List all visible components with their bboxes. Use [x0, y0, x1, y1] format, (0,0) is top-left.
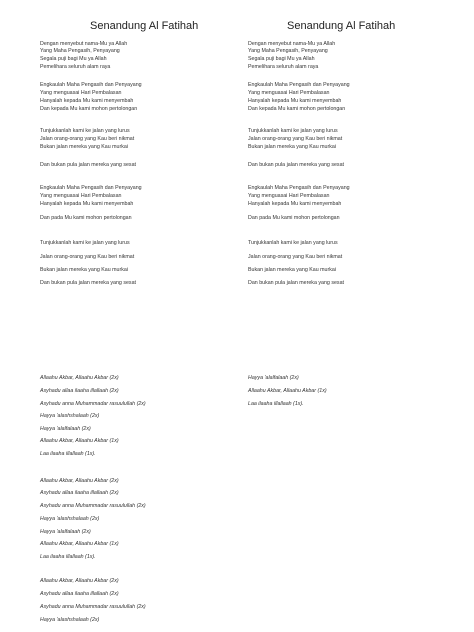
lyric-line: Engkaulah Maha Pengasih dan Penyayang	[40, 82, 142, 88]
lyric-line: Dan bukan pula jalan mereka yang sesat	[40, 162, 136, 168]
adzan-line: Allaahu Akbar, Allaahu Akbar (1x)	[40, 438, 119, 444]
adzan-line: Allaahu Akbar, Allaahu Akbar (2x)	[40, 375, 119, 381]
lyric-line: Dan kepada Mu kami mohon pertolongan	[40, 106, 138, 112]
adzan-line: Asyhadu anna Muhammadar rasuulullah (2x)	[40, 401, 146, 407]
lyric-line: Hanyalah kepada Mu kami menyembah	[40, 98, 134, 104]
lyric-line: Tunjukkanlah kami ke jalan yang lurus	[248, 128, 338, 134]
adzan-line: Asyhadu anna Muhammadar rasuulullah (2x)	[40, 503, 146, 509]
page-title-left: Senandung Al Fatihah	[90, 20, 199, 32]
lyric-line: Jalan orang-orang yang Kau beri nikmat	[40, 136, 135, 142]
adzan-line: Allaahu Akbar, Allaahu Akbar (2x)	[40, 478, 119, 484]
lyric-line: Bukan jalan mereka yang Kau murkai	[40, 144, 129, 150]
lyric-line: Pemelihara seluruh alam raya	[40, 64, 111, 70]
adzan-line: Hayya 'alalfalaah (2x)	[40, 529, 91, 535]
adzan-line: Hayya 'alashshalaah (2x)	[40, 516, 100, 522]
adzan-line: Laa ilaaha illallaah (1x).	[40, 554, 96, 560]
adzan-line: Asyhadu allaa ilaaha illallaah (2x)	[40, 591, 119, 597]
lyric-line: Yang menguasai Hari Pembalasan	[40, 193, 122, 199]
lyric-line: Hanyalah kepada Mu kami menyembah	[248, 98, 342, 104]
lyric-line: Bukan jalan mereka yang Kau murkai	[248, 267, 337, 273]
lyric-line: Bukan jalan mereka yang Kau murkai	[40, 267, 129, 273]
lyric-line: Jalan orang-orang yang Kau beri nikmat	[248, 254, 343, 260]
adzan-line: Allaahu Akbar, Allaahu Akbar (2x)	[40, 578, 119, 584]
adzan-line: Hayya 'alashshalaah (2x)	[40, 413, 100, 419]
lyric-line: Jalan orang-orang yang Kau beri nikmat	[40, 254, 135, 260]
adzan-line: Asyhadu allaa ilaaha illallaah (2x)	[40, 388, 119, 394]
lyric-line: Jalan orang-orang yang Kau beri nikmat	[248, 136, 343, 142]
adzan-line: Allaahu Akbar, Allaahu Akbar (1x)	[248, 388, 327, 394]
lyric-line: Tunjukkanlah kami ke jalan yang lurus	[248, 240, 338, 246]
lyric-line: Engkaulah Maha Pengasih dan Penyayang	[248, 185, 350, 191]
lyric-line: Engkaulah Maha Pengasih dan Penyayang	[40, 185, 142, 191]
lyric-line: Pemelihara seluruh alam raya	[248, 64, 319, 70]
lyric-line: Tunjukkanlah kami ke jalan yang lurus	[40, 128, 130, 134]
lyric-line: Dan bukan pula jalan mereka yang sesat	[248, 162, 344, 168]
lyric-line: Yang menguasai Hari Pembalasan	[248, 193, 330, 199]
lyric-line: Hanyalah kepada Mu kami menyembah	[248, 201, 342, 207]
lyric-line: Dan kepada Mu kami mohon pertolongan	[248, 106, 346, 112]
lyric-line: Bukan jalan mereka yang Kau murkai	[248, 144, 337, 150]
lyric-line: Dan pada Mu kami mohon pertolongan	[248, 215, 340, 221]
lyric-line: Dan bukan pula jalan mereka yang sesat	[248, 280, 344, 286]
page-title-right: Senandung Al Fatihah	[287, 20, 396, 32]
lyric-line: Engkaulah Maha Pengasih dan Penyayang	[248, 82, 350, 88]
lyric-line: Dengan menyebut nama-Mu ya Allah	[40, 41, 128, 47]
lyric-line: Segala puji bagi Mu ya Allah	[248, 56, 315, 62]
lyric-line: Dan pada Mu kami mohon pertolongan	[40, 215, 132, 221]
lyric-line: Tunjukkanlah kami ke jalan yang lurus	[40, 240, 130, 246]
adzan-line: Laa ilaaha illallaah (1x).	[248, 401, 304, 407]
adzan-line: Laa ilaaha illallaah (1x).	[40, 451, 96, 457]
lyric-line: Dan bukan pula jalan mereka yang sesat	[40, 280, 136, 286]
lyric-line: Yang menguasai Hari Pembalasan	[40, 90, 122, 96]
lyric-line: Dengan menyebut nama-Mu ya Allah	[248, 41, 336, 47]
adzan-line: Hayya 'alalfalaah (2x)	[40, 426, 91, 432]
lyric-line: Yang Maha Pengasih, Penyayang	[248, 48, 328, 54]
adzan-line: Hayya 'alalfalaah (2x)	[248, 375, 299, 381]
adzan-line: Asyhadu allaa ilaaha illallaah (2x)	[40, 490, 119, 496]
lyric-line: Segala puji bagi Mu ya Allah	[40, 56, 107, 62]
adzan-line: Hayya 'alashshalaah (2x)	[40, 617, 100, 623]
lyric-line: Yang Maha Pengasih, Penyayang	[40, 48, 120, 54]
adzan-line: Asyhadu anna Muhammadar rasuulullah (2x)	[40, 604, 146, 610]
lyric-line: Yang menguasai Hari Pembalasan	[248, 90, 330, 96]
lyric-line: Hanyalah kepada Mu kami menyembah	[40, 201, 134, 207]
adzan-line: Allaahu Akbar, Allaahu Akbar (1x)	[40, 541, 119, 547]
